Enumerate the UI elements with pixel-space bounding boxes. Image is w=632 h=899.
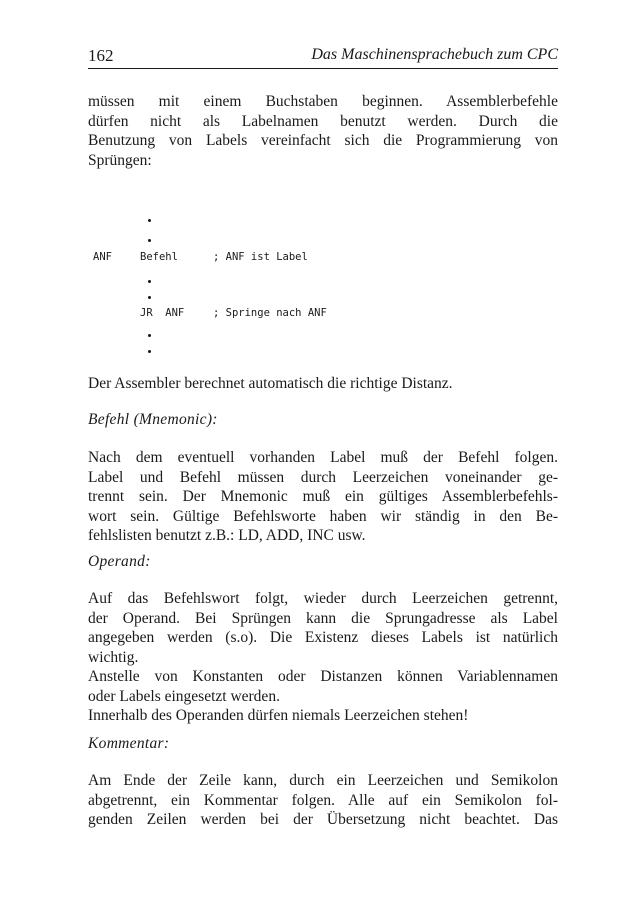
code-command: JR ANF [140,307,185,319]
code-example [93,204,393,364]
section-heading-operand: Operand: [88,553,151,570]
text-line: Label und Befehl müssen durch Leerzeichen voneinander ge- [88,468,558,486]
page-header [88,46,558,69]
text-line: Innerhalb des Operanden dürfen niemals Leerzeichen stehen! [88,707,469,724]
section-heading-kommentar: Kommentar: [88,735,170,752]
text-line: Der Assembler berechnet automatisch die richtige Distanz. [88,375,453,392]
operand-paragraph [88,589,558,726]
ellipsis-dot [148,219,151,222]
running-title: Das Maschinensprachebuch zum CPC [311,46,558,63]
text-line: angegeben werden (s.o). Die Existenz dieses Labels ist natürlich [88,629,558,646]
code-comment: ; ANF ist Label [213,251,308,263]
page-number: 162 [88,46,114,65]
code-comment: ; Springe nach ANF [213,307,327,319]
distance-paragraph [88,374,558,394]
text-line: Nach dem eventuell vorhanden Label muß der Befehl folgen. [88,449,558,466]
befehl-paragraph [88,448,558,546]
text-line: abgetrennt, ein Kommentar folgen. Alle auf ein Semikolon fol- [88,791,558,809]
ellipsis-dot [148,350,151,353]
text-line: dürfen nicht als Labelnamen benutzt werden. Durch die [88,112,558,130]
text-line: Am Ende der Zeile kann, durch ein Leerzeichen und Semikolon [88,772,558,789]
section-heading-befehl: Befehl (Mnemonic): [88,411,218,428]
text-line: trennt sein. Der Mnemonic muß ein gültiges Assemblerbefehls- [88,488,558,505]
ellipsis-dot [148,334,151,337]
intro-paragraph [88,92,558,170]
text-line: oder Labels eingesetzt werden. [88,687,280,705]
text-line: wichtig. [88,648,139,666]
text-line: Anstelle von Konstanten oder Distanzen können Variablennamen [88,668,558,685]
text-line: fehlslisten benutzt z.B.: LD, ADD, INC usw. [88,527,366,544]
ellipsis-dot [148,239,151,242]
text-line: wort sein. Gültige Befehlsworte haben wir ständig in den Be- [88,507,558,525]
text-line: Benutzung von Labels vereinfacht sich die Programmierung von [88,132,558,149]
text-line: der Operand. Bei Sprüngen kann die Sprungadresse als Label [88,609,558,627]
text-line: genden Zeilen werden bei der Übersetzung nicht beachtet. Das [88,811,558,828]
code-command: Befehl [140,251,178,263]
ellipsis-dot [148,280,151,283]
kommentar-paragraph [88,771,558,830]
text-line: Auf das Befehlswort folgt, wieder durch Leerzeichen getrennt, [88,590,558,607]
text-line: Sprüngen: [88,151,152,169]
code-label: ANF [93,251,112,263]
text-line: müssen mit einem Buchstaben beginnen. Assemblerbefehle [88,93,558,110]
ellipsis-dot [148,296,151,299]
